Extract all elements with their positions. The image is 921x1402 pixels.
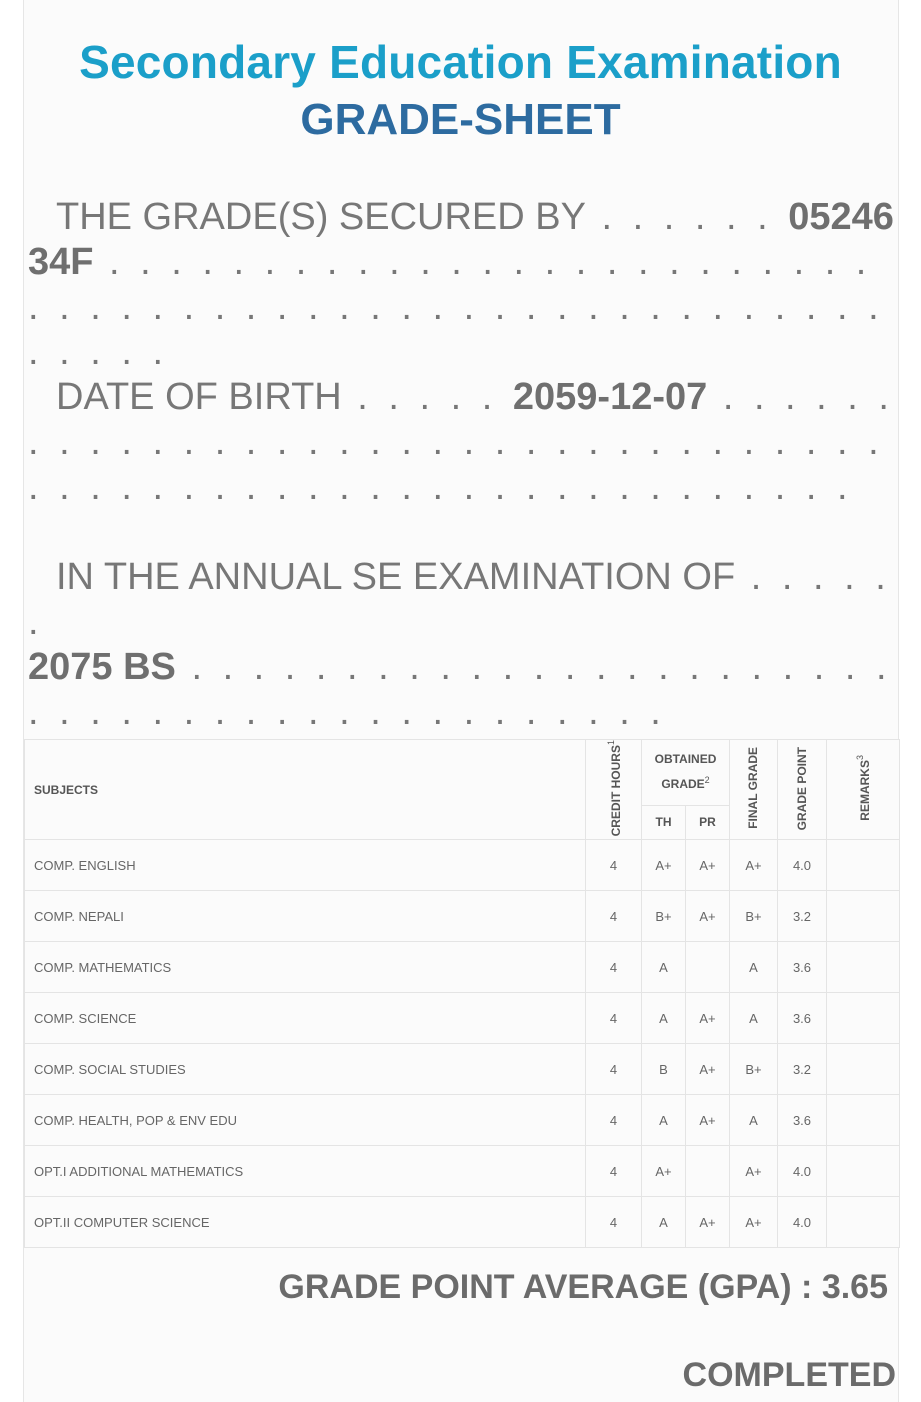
gpa-line bbox=[278, 1268, 888, 1307]
final-grade: A+ bbox=[730, 1146, 778, 1197]
credit-hours: 4 bbox=[586, 1197, 642, 1248]
practical-grade bbox=[686, 942, 730, 993]
gpa-value: 3.65 bbox=[821, 1268, 888, 1306]
grade-point: 3.6 bbox=[778, 1095, 827, 1146]
theory-grade: B+ bbox=[642, 891, 686, 942]
exam-year: 2075 BS bbox=[28, 646, 176, 688]
credit-hours: 4 bbox=[586, 1095, 642, 1146]
grade-point: 4.0 bbox=[778, 1146, 827, 1197]
subject-name: COMP. HEALTH, POP & ENV EDU bbox=[25, 1095, 586, 1146]
credit-hours: 4 bbox=[586, 891, 642, 942]
dob-label: DATE OF BIRTH bbox=[56, 376, 342, 418]
final-grade-header: FINAL GRADE bbox=[730, 740, 778, 840]
practical-grade: A+ bbox=[686, 1095, 730, 1146]
grade-sheet-title: GRADE-SHEET bbox=[300, 95, 621, 144]
th-header: TH bbox=[642, 805, 686, 840]
remarks bbox=[827, 1044, 900, 1095]
subject-name: OPT.I ADDITIONAL MATHEMATICS bbox=[25, 1146, 586, 1197]
grade-point: 3.6 bbox=[778, 993, 827, 1044]
practical-grade: A+ bbox=[686, 993, 730, 1044]
final-grade: B+ bbox=[730, 891, 778, 942]
final-grade: A bbox=[730, 942, 778, 993]
table-row bbox=[25, 1095, 900, 1146]
exam-line: IN THE ANNUAL SE EXAMINATION OF . . . . . . 2075 BS . . . . . . . . . . . . . . . . . . . . . . . . . . . . . . . . . . . . . . . . . . . . bbox=[28, 555, 898, 780]
credit-hours: 4 bbox=[586, 993, 642, 1044]
remarks-header: REMARKS$^3$ bbox=[827, 740, 900, 840]
secured-by-label: THE GRADE(S) SECURED BY bbox=[56, 196, 586, 238]
practical-grade: A+ bbox=[686, 891, 730, 942]
grade-point: 4.0 bbox=[778, 840, 827, 891]
remarks bbox=[827, 1146, 900, 1197]
secured-by-line: THE GRADE(S) SECURED BY . . . . . . 0524634F . . . . . . . . . . . . . . . . . . . . . . . . . . . . . . . . . . . . . . . . . . . . . . . . . . . . . . . . . . bbox=[28, 196, 894, 373]
remarks bbox=[827, 993, 900, 1044]
credit-hours: 4 bbox=[586, 1044, 642, 1095]
table-row bbox=[25, 1197, 900, 1248]
theory-grade: A bbox=[642, 993, 686, 1044]
grade-point: 4.0 bbox=[778, 1197, 827, 1248]
theory-grade: A+ bbox=[642, 840, 686, 891]
theory-grade: A bbox=[642, 1197, 686, 1248]
obtained-grade-header: OBTAINED GRADE$^2$ bbox=[642, 740, 730, 806]
credit-hours: 4 bbox=[586, 942, 642, 993]
table-row bbox=[25, 891, 900, 942]
remarks bbox=[827, 840, 900, 891]
theory-grade: A bbox=[642, 1095, 686, 1146]
subject-name: COMP. NEPALI bbox=[25, 891, 586, 942]
final-grade: A+ bbox=[730, 840, 778, 891]
table-row bbox=[25, 840, 900, 891]
table-row bbox=[25, 1044, 900, 1095]
subject-name: COMP. SCIENCE bbox=[25, 993, 586, 1044]
exam-title: Secondary Education Examination bbox=[79, 36, 842, 88]
credit-hours: 4 bbox=[586, 840, 642, 891]
credit-hours: 4 bbox=[586, 1146, 642, 1197]
subject-name: OPT.II COMPUTER SCIENCE bbox=[25, 1197, 586, 1248]
credit-hours-header: CREDIT HOURS$^1$ bbox=[586, 740, 642, 840]
grade-point: 3.2 bbox=[778, 891, 827, 942]
practical-grade: A+ bbox=[686, 840, 730, 891]
subject-name: COMP. MATHEMATICS bbox=[25, 942, 586, 993]
grade-point: 3.6 bbox=[778, 942, 827, 993]
subject-name: COMP. ENGLISH bbox=[25, 840, 586, 891]
date-of-birth: 2059-12-07 bbox=[512, 376, 708, 418]
pr-header: PR bbox=[686, 805, 730, 840]
practical-grade: A+ bbox=[686, 1044, 730, 1095]
practical-grade: A+ bbox=[686, 1197, 730, 1248]
grades-table bbox=[24, 739, 900, 1248]
gpa-label: GRADE POINT AVERAGE (GPA) : bbox=[278, 1268, 813, 1306]
dob-line: DATE OF BIRTH . . . . . 2059-12-07 . . . . . . . . . . . . . . . . . . . . . . . . . . . . . . . . . . . . . . . . . . . . . . . . . . . . . . . . . . . . . bbox=[28, 376, 894, 508]
table-row bbox=[25, 993, 900, 1044]
result-status: COMPLETED bbox=[682, 1356, 896, 1394]
remarks bbox=[827, 891, 900, 942]
table-row bbox=[25, 942, 900, 993]
subject-name: COMP. SOCIAL STUDIES bbox=[25, 1044, 586, 1095]
grade-point: 3.2 bbox=[778, 1044, 827, 1095]
final-grade: A bbox=[730, 993, 778, 1044]
exam-label: IN THE ANNUAL SE EXAMINATION OF bbox=[56, 556, 736, 598]
final-grade: A+ bbox=[730, 1197, 778, 1248]
theory-grade: A+ bbox=[642, 1146, 686, 1197]
theory-grade: A bbox=[642, 942, 686, 993]
grade-point-header: GRADE POINT bbox=[778, 740, 827, 840]
subjects-header: SUBJECTS bbox=[25, 740, 586, 840]
table-row bbox=[25, 1146, 900, 1197]
practical-grade bbox=[686, 1146, 730, 1197]
remarks bbox=[827, 1095, 900, 1146]
theory-grade: B bbox=[642, 1044, 686, 1095]
remarks bbox=[827, 942, 900, 993]
symbol-number: 0524634F bbox=[28, 196, 894, 283]
final-grade: A bbox=[730, 1095, 778, 1146]
remarks bbox=[827, 1197, 900, 1248]
final-grade: B+ bbox=[730, 1044, 778, 1095]
